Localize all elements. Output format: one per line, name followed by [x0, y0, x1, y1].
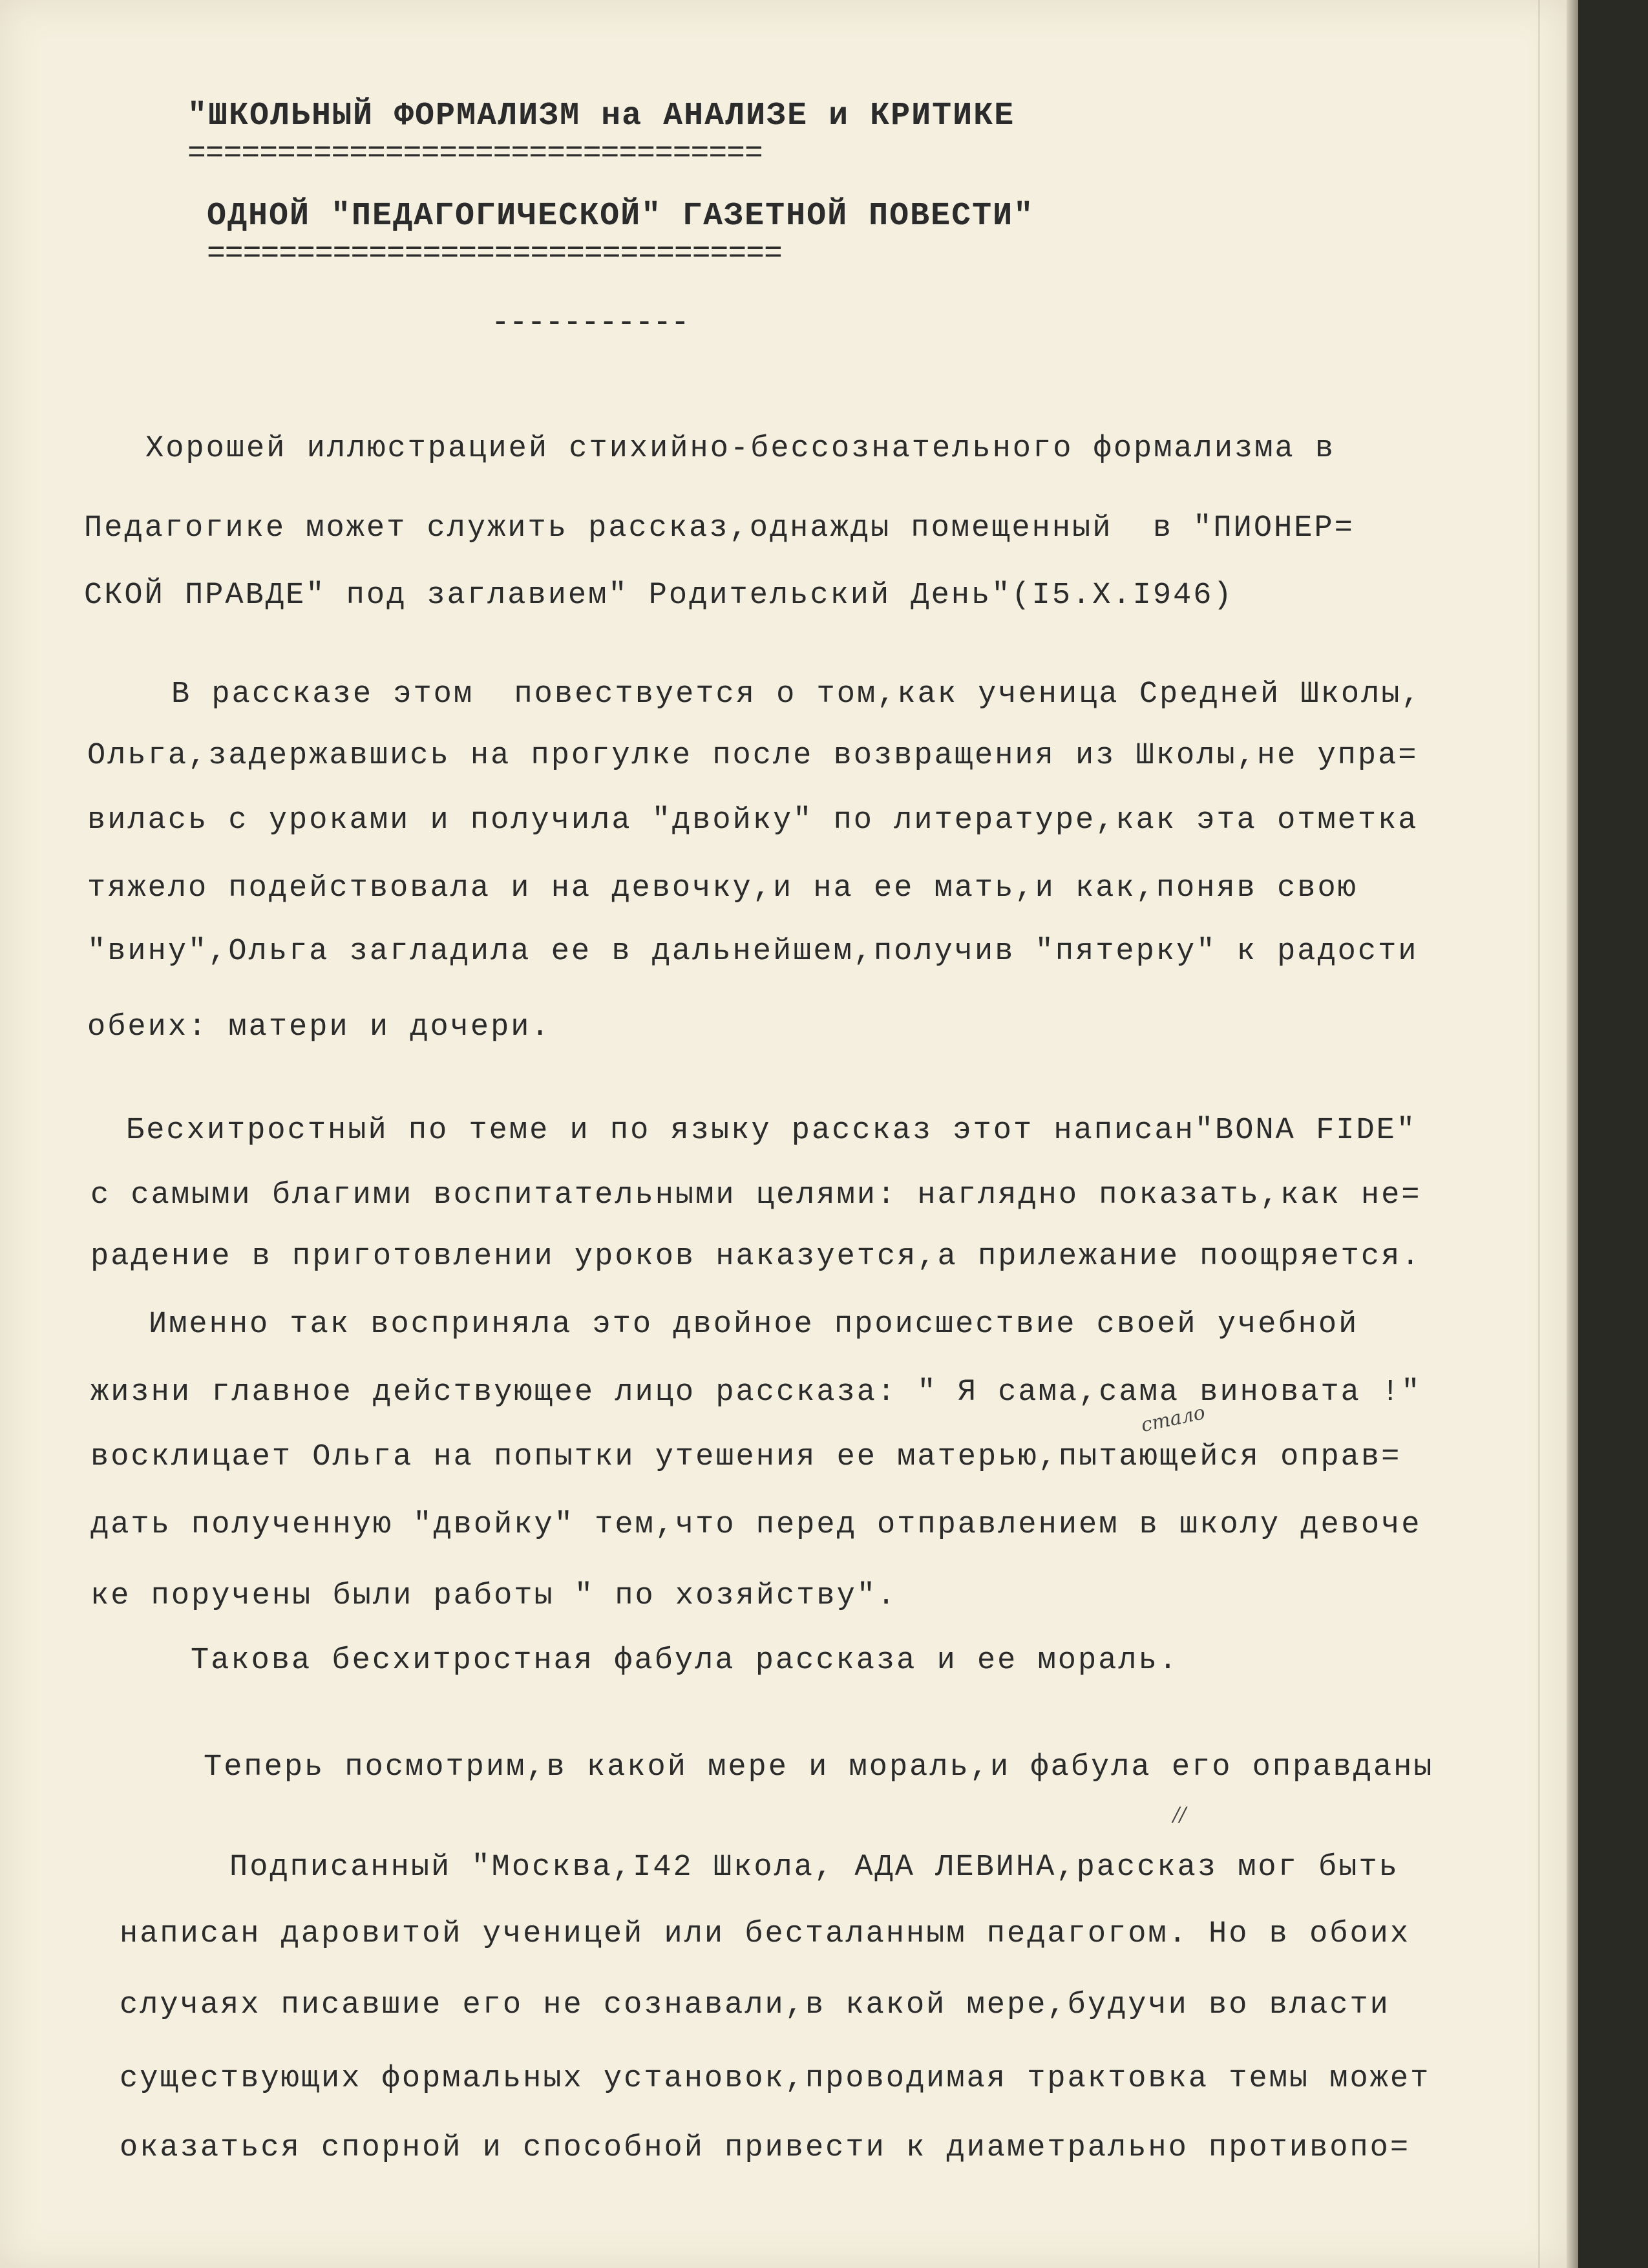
paragraph-line: Ольга,задержавшись на прогулке после возвращения из Школы,не упра=	[87, 739, 1419, 773]
paragraph-line: существующих формальных установок,проводимая трактовка темы может	[120, 2062, 1431, 2096]
paragraph-line: ке поручены были работы " по хозяйству".	[90, 1579, 898, 1613]
paragraph-line: восклицает Ольга на попытки утешения ее матерью,пытающейся оправ=	[90, 1440, 1402, 1474]
paragraph-line: "вину",Ольга загладила ее в дальнейшем,получив "пятерку" к радости	[87, 935, 1419, 969]
paragraph-line: оказаться спорной и способной привести к диаметрально противопо=	[120, 2131, 1411, 2165]
handwritten-correction: стало	[1139, 1401, 1207, 1437]
paragraph-line: радение в приготовлении уроков наказуется,а прилежание поощряется.	[90, 1240, 1422, 1274]
handwritten-mark: //	[1173, 1803, 1187, 1826]
paragraph-line: тяжело подействовала и на девочку,и на ее мать,и как,поняв свою	[87, 871, 1358, 906]
separator-dashes: -----------	[491, 306, 689, 341]
paragraph-line: написан даровитой ученицей или бесталанным педагогом. Но в обоих	[120, 1917, 1411, 1951]
title-underline-2: ================================	[207, 237, 782, 271]
paragraph-line: Именно так восприняла это двойное происшествие своей учебной	[149, 1308, 1359, 1342]
paragraph-line: случаях писавшие его не сознавали,в какой мере,будучи во власти	[120, 1988, 1390, 2022]
paragraph-line: вилась с уроками и получила "двойку" по литературе,как эта отметка	[87, 803, 1419, 838]
paragraph-line: обеих: матери и дочери.	[87, 1010, 551, 1044]
paragraph-line: Бесхитростный по теме и по языку рассказ этот написан"BONA FIDE"	[126, 1114, 1417, 1148]
title-line-1: "ШКОЛЬНЫЙ ФОРМАЛИЗМ на АНАЛИЗЕ и КРИТИКЕ	[187, 98, 1015, 134]
paragraph-line: Педагогике может служить рассказ,однажды помещенный в "ПИОНЕР=	[84, 511, 1355, 546]
paragraph-line: СКОЙ ПРАВДЕ" под заглавием" Родительский День"(I5.X.I946)	[84, 578, 1234, 613]
title-line-2: ОДНОЙ "ПЕДАГОГИЧЕСКОЙ" ГАЗЕТНОЙ ПОВЕСТИ"	[207, 198, 1035, 235]
paragraph-line: дать полученную "двойку" тем,что перед отправлением в школу девоче	[90, 1508, 1422, 1542]
title-underline-1: ================================	[187, 136, 763, 171]
paragraph-line: В рассказе этом повествуется о том,как ученица Средней Школы,	[171, 677, 1422, 712]
paragraph-line: с самыми благими воспитательными целями: наглядно показать,как не=	[90, 1178, 1422, 1213]
paragraph-line: Хорошей иллюстрацией стихийно-бессознательного формализма в	[145, 432, 1336, 466]
paper-edge	[1567, 0, 1578, 2268]
paragraph-line: Такова бесхитростная фабула рассказа и ее мораль.	[191, 1644, 1179, 1678]
paragraph-line: Подписанный "Москва,I42 Школа, АДА ЛЕВИНА,рассказ мог быть	[229, 1850, 1399, 1885]
paragraph-line: жизни главное действующее лицо рассказа: " Я сама,сама виновата !"	[90, 1375, 1422, 1410]
paragraph-line: Теперь посмотрим,в какой мере и мораль,и фабула его оправданы	[204, 1750, 1434, 1785]
